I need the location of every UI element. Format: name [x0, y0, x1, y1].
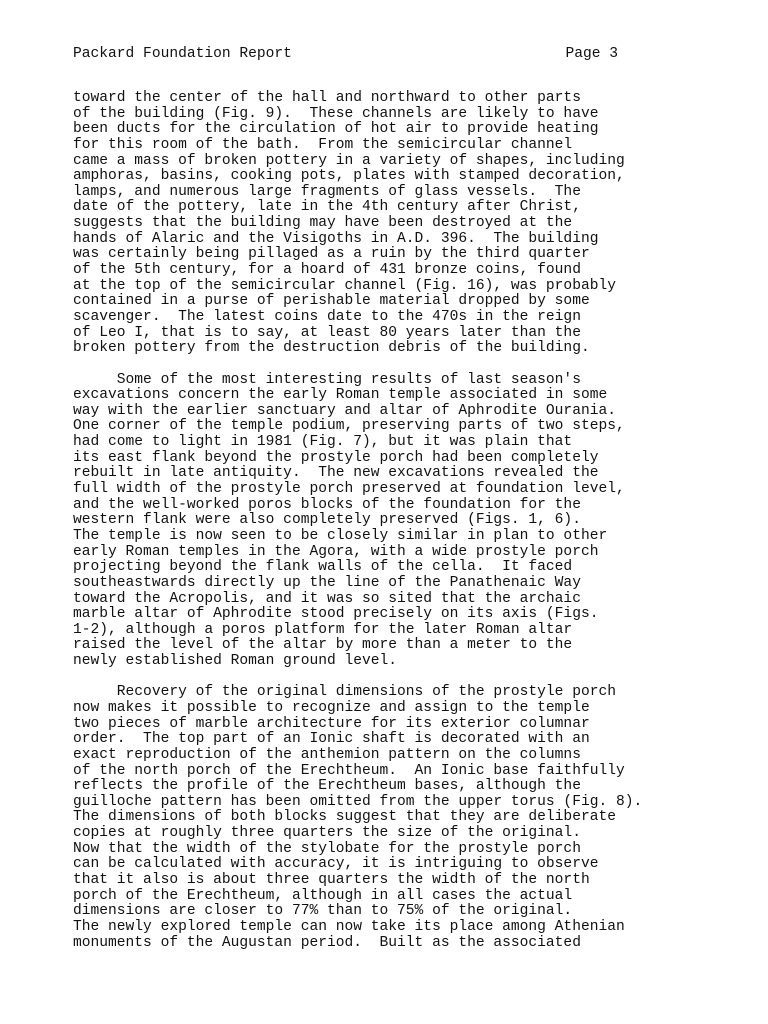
text-line: newly established Roman ground level. [73, 653, 398, 670]
text-line: The dimensions of both blocks suggest that they are deliberate [73, 809, 616, 826]
text-line: was certainly being pillaged as a ruin by the third quarter [73, 246, 590, 263]
text-line: southeastwards directly up the line of the Panathenaic Way [73, 574, 581, 591]
text-line: at the top of the semicircular channel (Fig. 16), was probably [73, 277, 616, 294]
text-line: can be calculated with accuracy, it is intriguing to observe [73, 856, 599, 873]
text-line: of the 5th century, for a hoard of 431 bronze coins, found [73, 262, 581, 279]
text-line: for this room of the bath. From the semicircular channel [73, 136, 573, 153]
text-line: hands of Alaric and the Visigoths in A.D. 396. The building [73, 230, 599, 247]
text-line: of the north porch of the Erechtheum. An Ionic base faithfully [73, 762, 625, 779]
text-line: Now that the width of the stylobate for the prostyle porch [73, 840, 581, 857]
text-line: way with the earlier sanctuary and altar of Aphrodite Ourania. [73, 402, 616, 419]
text-line: toward the center of the hall and northward to other parts [73, 90, 581, 106]
text-line: exact reproduction of the anthemion pattern on the columns [73, 746, 581, 763]
text-line: broken pottery from the destruction debris of the building. [73, 340, 590, 357]
text-line: monuments of the Augustan period. Built as the associated [73, 934, 581, 951]
text-line: western flank were also completely preserved (Figs. 1, 6). [73, 512, 581, 529]
page-number: Page 3 [565, 46, 618, 62]
text-line: guilloche pattern has been omitted from the upper torus (Fig. 8). [73, 793, 643, 810]
text-line: rebuilt in late antiquity. The new excavations revealed the [73, 465, 599, 482]
text-line: marble altar of Aphrodite stood precisely on its axis (Figs. [73, 606, 599, 623]
text-line: excavations concern the early Roman temple associated in some [73, 387, 608, 404]
text-line: date of the pottery, late in the 4th century after Christ, [73, 199, 581, 216]
text-line: The temple is now seen to be closely similar in plan to other [73, 527, 608, 544]
report-title: Packard Foundation Report [73, 46, 292, 62]
text-line: toward the Acropolis, and it was so sited that the archaic [73, 590, 581, 607]
text-line: projecting beyond the flank walls of the cella. It faced [73, 559, 573, 576]
text-line: two pieces of marble architecture for its exterior columnar [73, 715, 590, 732]
text-line: came a mass of broken pottery in a variety of shapes, including [73, 152, 625, 169]
text-line: 1-2), although a poros platform for the later Roman altar [73, 621, 573, 638]
text-line: lamps, and numerous large fragments of glass vessels. The [73, 183, 581, 200]
text-line: One corner of the temple podium, preserving parts of two steps, [73, 418, 625, 435]
text-line: raised the level of the altar by more than a meter to the [73, 637, 573, 654]
document-body [73, 91, 753, 951]
text-line: early Roman temples in the Agora, with a wide prostyle porch [73, 543, 599, 560]
text-line: copies at roughly three quarters the size of the original. [73, 825, 581, 842]
text-line: and the well-worked poros blocks of the foundation for the [73, 496, 581, 513]
text-line: order. The top part of an Ionic shaft is decorated with an [73, 731, 590, 748]
text-line: The newly explored temple can now take its place among Athenian [73, 918, 625, 935]
page-header [73, 44, 618, 64]
text-line: Recovery of the original dimensions of the prostyle porch [73, 684, 616, 701]
text-line: porch of the Erechtheum, although in all cases the actual [73, 887, 573, 904]
text-line: reflects the profile of the Erechtheum bases, although the [73, 778, 581, 795]
text-line: its east flank beyond the prostyle porch had been completely [73, 449, 599, 466]
text-line: now makes it possible to recognize and assign to the temple [73, 699, 590, 716]
text-line: of the building (Fig. 9). These channels are likely to have [73, 105, 599, 122]
paragraph-gap [73, 670, 753, 686]
text-line: contained in a purse of perishable material dropped by some [73, 293, 590, 310]
text-line: scavenger. The latest coins date to the 470s in the reign [73, 308, 581, 325]
paragraph-3 [73, 685, 753, 951]
text-line: had come to light in 1981 (Fig. 7), but it was plain that [73, 434, 573, 451]
text-line: dimensions are closer to 77% than to 75% of the original. [73, 903, 573, 920]
text-line: that it also is about three quarters the width of the north [73, 872, 590, 889]
paragraph-gap [73, 357, 753, 373]
text-line: amphoras, basins, cooking pots, plates with stamped decoration, [73, 168, 625, 185]
text-line: full width of the prostyle porch preserved at foundation level, [73, 481, 625, 498]
paragraph-2 [73, 373, 753, 670]
text-line: of Leo I, that is to say, at least 80 years later than the [73, 324, 581, 341]
text-line: suggests that the building may have been destroyed at the [73, 215, 573, 232]
text-line: Some of the most interesting results of last season's [73, 371, 581, 388]
text-line: been ducts for the circulation of hot air to provide heating [73, 121, 599, 138]
paragraph-1 [73, 91, 753, 357]
